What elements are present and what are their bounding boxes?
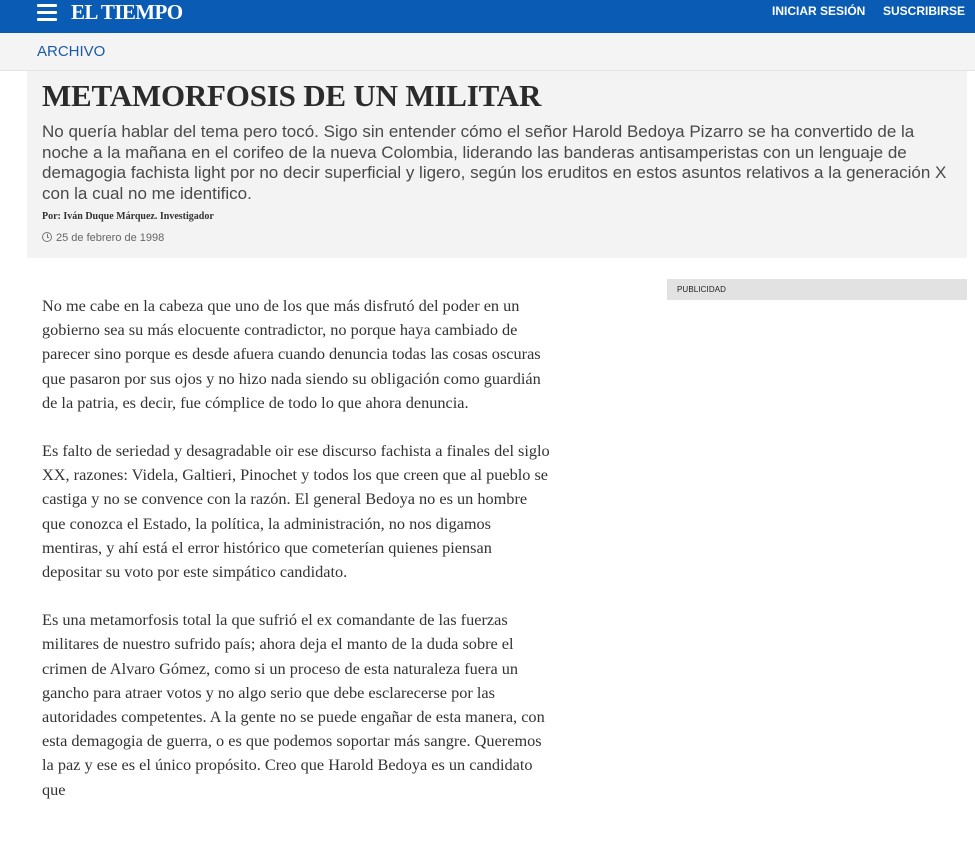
section-bar: [0, 33, 975, 71]
article-paragraph: No me cabe en la cabeza que uno de los que más disfrutó del poder en un gobierno sea su más elocuente contradictor, no porque haya cambiado de parecer sino porque es desde afuera cuando denuncia todas las cosas oscuras que pasaron por sus ojos y no hizo nada siendo su obligación como guardián de la patria, es decir, fue cómplice de todo lo que ahora denuncia.: [42, 296, 541, 412]
ad-label: PUBLICIDAD: [677, 285, 727, 294]
section-link-archivo[interactable]: ARCHIVO: [37, 43, 106, 60]
article-date-text: 25 de febrero de 1998: [56, 232, 165, 244]
article-title: METAMORFOSIS DE UN MILITAR: [42, 78, 542, 113]
ad-slot: [667, 279, 967, 300]
article-date: [42, 232, 164, 245]
article-byline: Por: Iván Duque Márquez. Investigador: [42, 211, 214, 222]
article-paragraph: Es una metamorfosis total la que sufrió el ex comandante de las fuerzas militares de nuestro sufrido país; ahora deja el manto de la duda sobre el crimen de Alvaro Gómez, como si un proceso de esta naturaleza fuera un gancho para atraer votos y no algo serio que debe esclarecerse por las autoridades competentes. A la gente no se puede engañar de esta manera, con esta demagogia de guerra, o es que podemos soportar más sangre. Queremos la paz y ese es el único propósito. Creo que Harold Bedoya es un candidato que: [42, 610, 545, 799]
login-link[interactable]: INICIAR SESIÓN: [772, 4, 866, 18]
hamburger-menu-icon[interactable]: [37, 4, 57, 20]
clock-icon: [42, 232, 52, 242]
article-paragraph: Es falto de seriedad y desagradable oir ese discurso fachista a finales del siglo XX, razones: Videla, Galtieri, Pinochet y todos los que creen que al pueblo se castiga y no se convence con la razón. El general Bedoya no es un hombre que conozca el Estado, la política, la administración, no nos digamos mentiras, y ahí está el error histórico que cometerían quienes piensan depositar su voto por este simpático candidato.: [42, 441, 550, 582]
article-lead: No quería hablar del tema pero tocó. Sigo sin entender cómo el señor Harold Bedoya Pizarro se ha convertido de la noche a la mañana en el corifeo de la nueva Colombia, liderando las banderas antisamperistas con un lenguaje de demagogia fachista light por no decir superficial y ligero, según los eruditos en estos asuntos relativos a la generación X con la cual no me identifico.: [42, 122, 947, 203]
site-logo[interactable]: EL TIEMPO: [71, 0, 183, 24]
article-body: [42, 294, 552, 826]
article-header: [27, 71, 967, 258]
top-navbar: [0, 0, 975, 33]
subscribe-link[interactable]: SUSCRIBIRSE: [883, 4, 966, 18]
